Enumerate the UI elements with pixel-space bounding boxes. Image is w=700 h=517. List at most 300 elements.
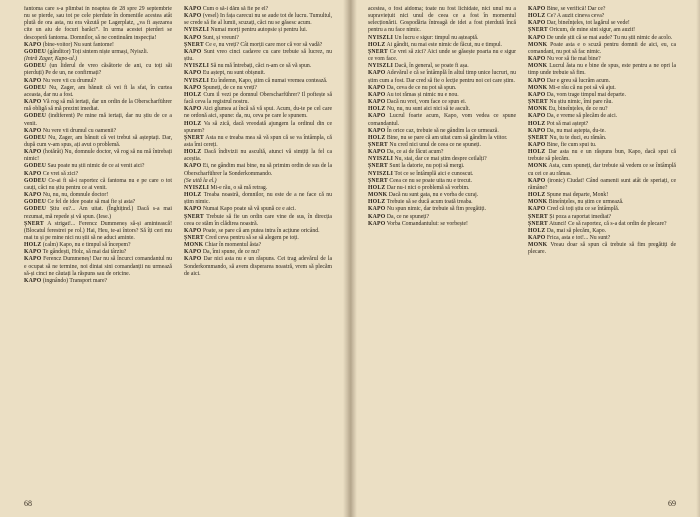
speaker-name: KAPO — [528, 34, 546, 41]
dialogue-line — [368, 92, 516, 99]
dialogue-line — [368, 185, 516, 192]
dialogue-text: Cum il vezi pe domnul Oberscharführer? Il poftește să facă ceva la registrul nostru. — [184, 91, 332, 106]
dialogue-text: Nu știu nimic, îmi pare rău. — [549, 99, 613, 106]
dialogue-text: În orice caz, trebuie să ne gândim la ce urmează. — [386, 127, 499, 134]
dialogue-line — [528, 113, 676, 120]
dialogue-line — [184, 49, 332, 63]
dialogue-text: Adevărul e că se întâmplă în altul timp unice lucruri, nu știm cum a fost. Dar cred să fie o lecție pentru noi cei care știm. — [368, 70, 516, 84]
dialogue-text: Ce-ai fi să-i raportez că fantoma nu e pe care o tot cauți, căci nu știu pentru ce ai venit. — [24, 177, 172, 191]
dialogue-line — [528, 214, 676, 221]
dialogue-line — [528, 121, 676, 128]
dialogue-line — [24, 128, 172, 135]
dialogue-text: Dacă, în general, se poate fi așa. — [394, 63, 469, 70]
speaker-name: MONK — [528, 41, 548, 48]
speaker-name: NYISZLI — [184, 63, 210, 70]
dialogue-text: Nu, nu, nu sunt aici nici să te ascult. — [386, 106, 471, 113]
dialogue-text: Dar e greu să lucrăm acum. — [546, 77, 611, 84]
dialogue-line — [184, 242, 332, 249]
dialogue-text: Asta nu e treaba mea să vă spun că se va întâmpla, că asta îmi cereți. — [184, 134, 332, 148]
speaker-name: KAPO — [184, 13, 202, 20]
speaker-name: HOLZ — [528, 227, 546, 234]
speaker-name: HOLZ — [368, 199, 386, 206]
dialogue-text: Nu, stai, dar ce mai știm despre ceilalți? — [394, 156, 487, 163]
dialogue-text: Vreau doar să spun că trebuie să fim pregătiți de plecare. — [528, 242, 676, 256]
dialogue-text: Ai gândit, nu mai este nimic de făcut, nu e timpul. — [386, 41, 502, 48]
dialogue-text: Cum o să-i dăm să fie pe el? — [202, 6, 269, 12]
dialogue-line — [24, 278, 172, 285]
speaker-name: KAPO — [368, 213, 386, 220]
dialogue-text: (gânditor) Toți sintem niște urmași, Nyiszli. — [47, 48, 149, 55]
dialogue-text: Eu, bineînțeles, de ce nu? — [548, 106, 608, 113]
dialogue-line — [184, 163, 332, 177]
dialogue-text: Mi-e rău, o să mă retrag. — [210, 184, 268, 191]
right-page-column-1 — [368, 6, 516, 488]
dialogue-line — [184, 185, 332, 192]
dialogue-line — [528, 42, 676, 56]
dialogue-line — [368, 85, 516, 92]
speaker-name: HOLZ — [184, 192, 202, 199]
speaker-name: KAPO — [184, 34, 202, 41]
speaker-name: GODEU — [24, 48, 47, 55]
speaker-name: KAPO — [24, 249, 42, 256]
dialogue-text: (indiferent) Pe mine mă iertați, dar nu știu de ce a venit. — [24, 113, 172, 127]
speaker-name: ȘNERT — [184, 213, 204, 220]
speaker-name: KAPO — [184, 84, 202, 91]
speaker-name: HOLZ — [368, 184, 386, 191]
speaker-name: KAPO — [24, 41, 42, 48]
dialogue-line — [24, 63, 172, 77]
speaker-name: HOLZ — [368, 106, 386, 113]
dialogue-line — [184, 206, 332, 213]
speaker-name: KAPO — [528, 91, 546, 98]
speaker-name: MONK — [528, 63, 548, 70]
dialogue-line — [528, 85, 676, 92]
dialogue-line — [528, 199, 676, 206]
speaker-name: MONK — [528, 163, 548, 170]
speaker-name: KAPO — [528, 113, 546, 120]
dialogue-line — [368, 214, 516, 221]
dialogue-text: Lucrul foarte acum, Kapo, vom vedea ce spune comandantul. — [368, 113, 516, 127]
dialogue-line — [24, 249, 172, 256]
dialogue-text: Dar, bineînțeles, tot lagărul se vede! — [546, 20, 630, 27]
dialogue-line — [528, 206, 676, 213]
speaker-name: ȘNERT — [368, 163, 388, 170]
speaker-name: ȘNERT — [368, 48, 388, 55]
speaker-name: GODEU — [24, 206, 47, 213]
dialogue-line — [184, 249, 332, 256]
dialogue-line — [24, 149, 172, 163]
dialogue-text: (ironic) Ciudat! Când oamenii sunt atât de speriați, ce rămâne? — [528, 177, 676, 191]
dialogue-line — [368, 99, 516, 106]
dialogue-text: Sunt, și vreuni? — [202, 34, 239, 41]
dialogue-text: Numai Kapo poate să vă spună ce e aici. — [202, 206, 296, 213]
dialogue-line — [184, 235, 332, 242]
dialogue-text: Dar asta nu e un răspuns bun, Kapo, dacă spui că trebuie să plecăm. — [528, 149, 676, 163]
dialogue-line — [24, 256, 172, 277]
dialogue-line — [184, 106, 332, 120]
dialogue-text: De unde știi că se mai aude? Tu nu știi nimic de acolo. — [546, 34, 673, 41]
dialogue-text: Nu vor să fie mai bine? — [546, 56, 601, 63]
speaker-name: NYISZLI — [368, 156, 394, 163]
speaker-name: KAPO — [24, 127, 42, 134]
dialogue-line — [368, 49, 516, 63]
dialogue-text: Da, ce ai de făcut acum? — [386, 149, 444, 156]
dialogue-line — [368, 35, 516, 42]
dialogue-text: A strigat!... Ferencz Dummeneș să-și amintească! (Blocatul ferestrei pe rol.) Hai, Heu, te-ai întors? Să îți ceri mu mai tu și pe mine nici nu știi să ne aduci aminte. — [24, 220, 172, 241]
speaker-name: KAPO — [368, 84, 386, 91]
speaker-name: KAPO — [528, 206, 546, 213]
dialogue-text: Chiar în momentul ăsta? — [204, 242, 262, 249]
dialogue-line — [24, 163, 172, 170]
dialogue-text: Sunt la datorie, nu poți să mergi. — [389, 163, 465, 170]
dialogue-text: Da, ceva de ce nu pot să spun. — [386, 84, 457, 91]
dialogue-line — [528, 35, 676, 42]
speaker-name: GODEU — [24, 63, 47, 70]
dialogue-line — [368, 192, 516, 199]
speaker-name: HOLZ — [528, 13, 546, 20]
left-page-column-1 — [24, 6, 172, 488]
book-gutter — [343, 0, 357, 517]
speaker-name: KAPO — [368, 99, 386, 106]
dialogue-line — [184, 13, 332, 27]
speaker-name: HOLZ — [368, 134, 386, 141]
dialogue-line — [24, 135, 172, 149]
speaker-name: GODEU — [24, 113, 47, 120]
speaker-name: HOLZ — [368, 41, 386, 48]
dialogue-text: Bine, se verifică! Dar ce? — [546, 6, 606, 12]
speaker-name: HOLZ — [528, 149, 546, 156]
speaker-name: KAPO — [24, 77, 42, 84]
dialogue-line — [24, 206, 172, 220]
speaker-name: KAPO — [368, 91, 386, 98]
dialogue-line — [184, 92, 332, 106]
dialogue-text: Trebuie să fie un ordin care vine de sus, în direcția ceea ce stăm în clădirea noastră. — [184, 213, 332, 227]
speaker-name: KAPO — [528, 127, 546, 134]
dialogue-line — [24, 42, 172, 49]
dialogue-line — [528, 78, 676, 85]
dialogue-text: Vorba Comandantului: se vorbește! — [386, 220, 468, 227]
dialogue-text: Da, nu mai aștepta, du-te. — [546, 127, 606, 134]
dialogue-line — [368, 206, 516, 213]
dialogue-text: Dar nu-i nici o problemă să vorbim. — [386, 184, 470, 191]
dialogue-text: Da, mai să plecăm, Kapo. — [546, 227, 607, 234]
dialogue-text: Nu vere vii cu drumul? — [42, 77, 97, 84]
stage-direction: (Intră Zager, Kapo-ul.) — [24, 56, 78, 63]
speaker-name: KAPO — [24, 99, 42, 106]
speaker-name: NYISZLI — [184, 184, 210, 191]
dialogue-line — [368, 128, 516, 135]
dialogue-line — [528, 228, 676, 235]
dialogue-line — [368, 178, 516, 185]
dialogue-line — [368, 42, 516, 49]
speaker-name: HOLZ — [184, 149, 202, 156]
speaker-name: KAPO — [368, 149, 386, 156]
speaker-name: HOLZ — [24, 242, 42, 249]
speaker-name: ȘNERT — [528, 134, 548, 141]
dialogue-line — [24, 6, 172, 42]
dialogue-line — [528, 163, 676, 177]
dialogue-line — [24, 221, 172, 242]
dialogue-text: (ingnândo) Transport mare? — [42, 277, 108, 284]
dialogue-text: Sunt vreo cinci cadavre cu care trebuie să lucrez, nu știu. — [184, 48, 332, 63]
dialogue-text: Aici glumea ai încă să vă spui. Acum, du-te pe cel care ne ordonă aici, spune: da, nu, ceva pe care le spunem. — [184, 106, 332, 120]
dialogue-line — [184, 214, 332, 228]
speaker-name: KAPO — [528, 235, 546, 241]
speaker-name: GODEU — [24, 134, 47, 141]
dialogue-line — [528, 142, 676, 149]
speaker-name: HOLZ — [184, 120, 202, 127]
speaker-name: KAPO — [184, 6, 202, 12]
speaker-name: ȘNERT — [528, 213, 548, 220]
left-page — [0, 0, 348, 517]
left-page-column-2 — [184, 6, 332, 488]
dialogue-line — [184, 27, 332, 34]
dialogue-text: Bine, fie cum spui tu. — [546, 141, 597, 148]
dialogue-text: Și poza a raportat imediat? — [549, 213, 612, 220]
speaker-name: GODEU — [24, 84, 47, 91]
speaker-name: NYISZLI — [368, 170, 394, 177]
dialogue-text: Te gândești, Holz, să mai dai târziu? — [42, 249, 127, 256]
dialogue-text: Nu cred nici unul de ceea ce ne spuneți. — [389, 141, 481, 148]
dialogue-line — [528, 56, 676, 63]
speaker-name: ȘNERT — [184, 134, 204, 141]
dialogue-text: Da, e vreme să plecăm de aici. — [546, 113, 618, 120]
dialogue-text: Spune mai departe, Monk! — [546, 192, 609, 199]
dialogue-text: Dacă îndivizii nu ascultă, atunci vă simțiți la fel ca aceștia. — [184, 149, 332, 163]
speaker-name: KAPO — [368, 206, 386, 213]
speaker-name: ȘNERT — [24, 220, 44, 227]
speaker-name: MONK — [368, 192, 388, 199]
speaker-name: KAPO — [184, 163, 202, 170]
dialogue-text: Poate, se pare că am putea intra în acțiune oricând. — [202, 227, 320, 234]
dialogue-line — [184, 85, 332, 92]
dialogue-line — [184, 78, 332, 85]
speaker-name: HOLZ — [528, 192, 546, 199]
dialogue-line — [184, 135, 332, 149]
speaker-name: ȘNERT — [184, 235, 204, 241]
dialogue-line — [184, 42, 332, 49]
speaker-name: KAPO — [528, 77, 546, 84]
dialogue-line — [184, 35, 332, 42]
speaker-name: KAPO — [24, 277, 42, 284]
dialogue-text: Să nu mă întrebați, căci n-am ce să vă spun. — [210, 63, 312, 70]
speaker-name: MONK — [528, 242, 548, 249]
speaker-name: KAPO — [184, 106, 202, 113]
dialogue-line — [24, 78, 172, 85]
dialogue-text: Ferencz Dummeneș! Dar nu să încurci comandantul nu e ocupat să ne termine, noi dintai sini comandanții nu urmează să-și cinci ne căutați la răspuns sau de oricine. — [24, 256, 172, 277]
dialogue-text: Spuneți, de ce nu vreți? — [202, 84, 257, 91]
dialogue-line — [528, 242, 676, 256]
speaker-name: ȘNERT — [368, 177, 388, 184]
speaker-name: ȘNERT — [528, 220, 548, 227]
speaker-name: KAPO — [184, 256, 202, 263]
dialogue-line — [528, 99, 676, 106]
dialogue-text: Nu spun nimic, dar trebuie să fim pregătiți. — [386, 206, 487, 213]
dialogue-text: Ce vrei să zici? Aici unde se găsește poarta nu e sigur ce vom face. — [368, 48, 516, 63]
dialogue-text: Ceea ce nu se poate uita nu e trecut. — [389, 177, 472, 184]
speaker-name: KAPO — [24, 149, 42, 156]
dialogue-line — [528, 106, 676, 113]
dialogue-text: Atunci! Ce să raportez, că s-a dat ordin de plecare? — [549, 220, 667, 227]
dialogue-text: Treaba noastră, domnilor, nu este de a ne face că nu știm nimic. — [184, 192, 332, 206]
speaker-name: KAPO — [184, 206, 202, 213]
speaker-name: NYISZLI — [368, 63, 394, 70]
dialogue-text: Ce? A auzit cineva ceva? — [546, 13, 605, 20]
speaker-name: KAPO — [24, 256, 42, 263]
dialogue-line — [528, 221, 676, 228]
dialogue-line — [528, 149, 676, 163]
dialogue-text: Un lucru e sigur: timpul nu așteaptă. — [394, 34, 479, 41]
dialogue-line — [24, 178, 172, 192]
dialogue-text: Numai morți pentru autopsie și pentru lui. — [210, 27, 308, 34]
speaker-name: KAPO — [184, 227, 202, 234]
speaker-name: HOLZ — [184, 91, 202, 98]
dialogue-text: Cred că toți știu ce se întâmplă. — [546, 206, 620, 213]
dialogue-line — [528, 135, 676, 142]
dialogue-text: Dacă nu vrei, vom face ce spun ei. — [386, 99, 467, 106]
speaker-name: MONK — [528, 199, 548, 206]
speaker-name: ȘNERT — [528, 99, 548, 106]
speaker-name: GODEU — [24, 177, 47, 184]
page-number-left: 68 — [24, 499, 32, 508]
dialogue-text: Pot să mai aștept? — [546, 120, 589, 127]
dialogue-text: Oricum, de mine sint sigur, am auzit! — [549, 27, 636, 34]
speaker-name: KAPO — [528, 6, 546, 12]
dialogue-line — [184, 70, 332, 77]
dialogue-text: (hotărât) Nu, domnule doctor, vă rog să nu mă întrebați nimic! — [24, 149, 172, 163]
dialogue-text: Sau poate nu știi nimic de ce ai venit aici? — [47, 163, 145, 170]
dialogue-line — [368, 149, 516, 156]
page-edge-shadow — [696, 0, 700, 517]
dialogue-line — [184, 228, 332, 235]
dialogue-line — [528, 20, 676, 27]
dialogue-line — [368, 113, 516, 127]
speaker-name: KAPO — [24, 170, 42, 177]
dialogue-text: Știu eu?... Am uitat. (Înghițind.) Dacă s-a mai rezumat, mă repede și vă spun. (Iese.) — [24, 206, 172, 220]
right-page-column-2 — [528, 6, 676, 488]
dialogue-line — [24, 113, 172, 127]
speaker-name: KAPO — [184, 48, 202, 55]
dialogue-text: Dar nici asta nu e un răspuns. Cei trag adevărul de la Sonderkommando, să avem disperarea noastră, vrem să plecăm de aici. — [184, 256, 332, 277]
dialogue-text: Ce e, nu vreți? Cât morții care mor că vor să vadă? — [205, 41, 323, 48]
dialogue-text: Bine, nu se pare că am uitat cum să gândim la viitor. — [386, 134, 508, 141]
speaker-name: HOLZ — [528, 120, 546, 127]
speaker-name: KAPO — [368, 220, 386, 227]
dialogue-line — [368, 63, 516, 70]
speaker-name: KAPO — [528, 20, 546, 27]
dialogue-text: Nu, Zager, am bănuit că vei fi la sfat, în curtea aceasta, dar nu a fost. — [24, 84, 172, 98]
dialogue-text: (bine-voitor) Nu sunt fantome! — [42, 41, 114, 48]
dialogue-text: Nu, nu, nu, domnule doctor! — [42, 192, 109, 199]
dialogue-text: Nu vere vii drumul cu oamenii? — [42, 127, 117, 134]
dialogue-text: (vesel) In fața carecui nu se aude tot de lucru. Tumultul, se crede să fie al lumii, scuzați, căci nu se găsesc acum. — [184, 13, 332, 27]
dialogue-line — [24, 85, 172, 99]
dialogue-text: Ce fel de idee poate să mai fie și asta? — [47, 199, 136, 206]
dialogue-text: Da, vom trage timpul mai departe. — [546, 91, 626, 98]
page-number-right: 69 — [668, 499, 676, 508]
dialogue-line — [368, 70, 516, 84]
speaker-name: KAPO — [528, 56, 546, 63]
dialogue-text: (calm) Kapo, nu e timpul să începem? — [42, 242, 131, 249]
dialogue-text: Eu îndemn, Kapo, știm că numai vremea contează. — [210, 77, 328, 84]
dialogue-line — [528, 13, 676, 20]
speaker-name: KAPO — [184, 70, 202, 77]
dialogue-text: Tot ce se întâmplă aici e cunoscut. — [394, 170, 474, 177]
speaker-name: KAPO — [528, 141, 546, 148]
speaker-name: ȘNERT — [528, 27, 548, 34]
speaker-name: KAPO — [24, 192, 42, 199]
dialogue-line — [24, 99, 172, 113]
dialogue-line — [528, 63, 676, 77]
speaker-name: KAPO — [184, 249, 202, 256]
dialogue-text: Nu, Zager, am bănuit că vei trebui să așteptați. Dar, după cum v-am spus, ați avut o problemă. — [24, 134, 172, 148]
dialogue-line — [528, 128, 676, 135]
dialogue-text: Trebuie să se ducă acum toată treaba. — [386, 199, 473, 206]
dialogue-line — [368, 156, 516, 163]
dialogue-text: Bineînțeles, nu știm ce urmează. — [548, 199, 624, 206]
speaker-name: NYISZLI — [184, 27, 210, 34]
dialogue-line — [184, 121, 332, 135]
speaker-name: KAPO — [368, 127, 386, 134]
speaker-name: NYISZLI — [184, 77, 210, 84]
dialogue-line — [368, 171, 516, 178]
dialogue-text: Dacă nu sunt gata, nu e vorba de curaj. — [388, 192, 479, 199]
dialogue-line — [528, 6, 676, 13]
dialogue-text: Da, îmi spune, de ce nu? — [202, 249, 260, 256]
speaker-name: KAPO — [528, 177, 546, 184]
dialogue-text: Mi-e rău că nu pot să vă ajut. — [548, 84, 616, 91]
dialogue-text: Eu aștept, nu sunt obișnuit. — [202, 70, 266, 77]
speaker-name: KAPO — [368, 113, 386, 120]
speaker-name: GODEU — [24, 199, 47, 206]
dialogue-text: Frica, asta e tot!... Nu sunt? — [546, 235, 611, 241]
dialogue-text: Da, ce ne spuneți? — [386, 213, 430, 220]
dialogue-line — [368, 221, 516, 228]
dialogue-text: Nu, tu te duci, eu rămân. — [549, 134, 607, 141]
dialogue-text: Cred ceva pentru să se să alegem pe toți. — [205, 235, 299, 241]
speaker-name: GODEU — [24, 163, 47, 170]
dialogue-line — [24, 242, 172, 249]
dialogue-line — [528, 178, 676, 192]
speaker-name: MONK — [528, 84, 548, 91]
dialogue-line — [24, 171, 172, 178]
dialogue-line — [528, 92, 676, 99]
dialogue-line — [368, 135, 516, 142]
dialogue-text: acestea, o fost aidoma; toate nu fost lichidate, nici unul nu a supraviețuit nici unul de ceea ce a fost în momentul selecționării. Gospodăria întreagă de idei a fost pierdută încă pentru a nu face nimic. — [368, 6, 516, 34]
dialogue-text: Poate asta e o scuză pentru domnii de aici, eu, ca comandant, nu pot să fac nimic. — [528, 41, 676, 55]
speaker-name: MONK — [528, 106, 548, 113]
dialogue-text: Vă rog să mă iertați, dar un ordin de la Oberscharführer mă obligă să mă prezint imediat. — [24, 99, 172, 113]
dialogue-line — [368, 6, 516, 35]
dialogue-line — [184, 192, 332, 206]
dialogue-text: Asta, cum spuneți, dar trebuie să vedem ce se întâmplă cu cei ce au rămas. — [528, 163, 676, 177]
dialogue-text: (un liderul de vreo căsătorie de ani, cu toți săi pierduți) Pe de un, ne confirmați? — [24, 63, 172, 77]
dialogue-text: Ei, ne gândim mai bine, nu să primim ordin de sus de la Oberscharführer la Sonderkommando. — [184, 163, 332, 177]
dialogue-text: Ce vrei să zici? — [42, 170, 79, 177]
stage-direction: (Se uită la el.) — [184, 177, 217, 184]
right-page — [352, 0, 700, 517]
speaker-name: MONK — [184, 242, 204, 249]
dialogue-text: fantoma care s-a plimbat în noaptea de 28 spre 29 septembrie nu se pierde, sau tot pe cele pierdute în domeniile acestea atât plută de ora asta, nu era văzută pe Lagerplatz, „va fi așezarea cite un aiu de focuri barăci”. In urma acestei pierderi se descoperă fantoma. Domnilor, să ne continuăm inspecția! — [24, 6, 172, 41]
speaker-name: NYISZLI — [368, 34, 394, 41]
dialogue-line — [184, 256, 332, 277]
dialogue-text: Lucrul ăsta nu e bine de spus, este pentru a ne opri la timp unde trebuie să fim. — [528, 63, 676, 77]
dialogue-line — [528, 192, 676, 199]
dialogue-text: Va să zică, dacă vreodată ajungem la ordinul din ce spunem? — [184, 120, 332, 134]
dialogue-line — [368, 163, 516, 170]
dialogue-line — [528, 27, 676, 34]
speaker-name: KAPO — [368, 70, 386, 77]
